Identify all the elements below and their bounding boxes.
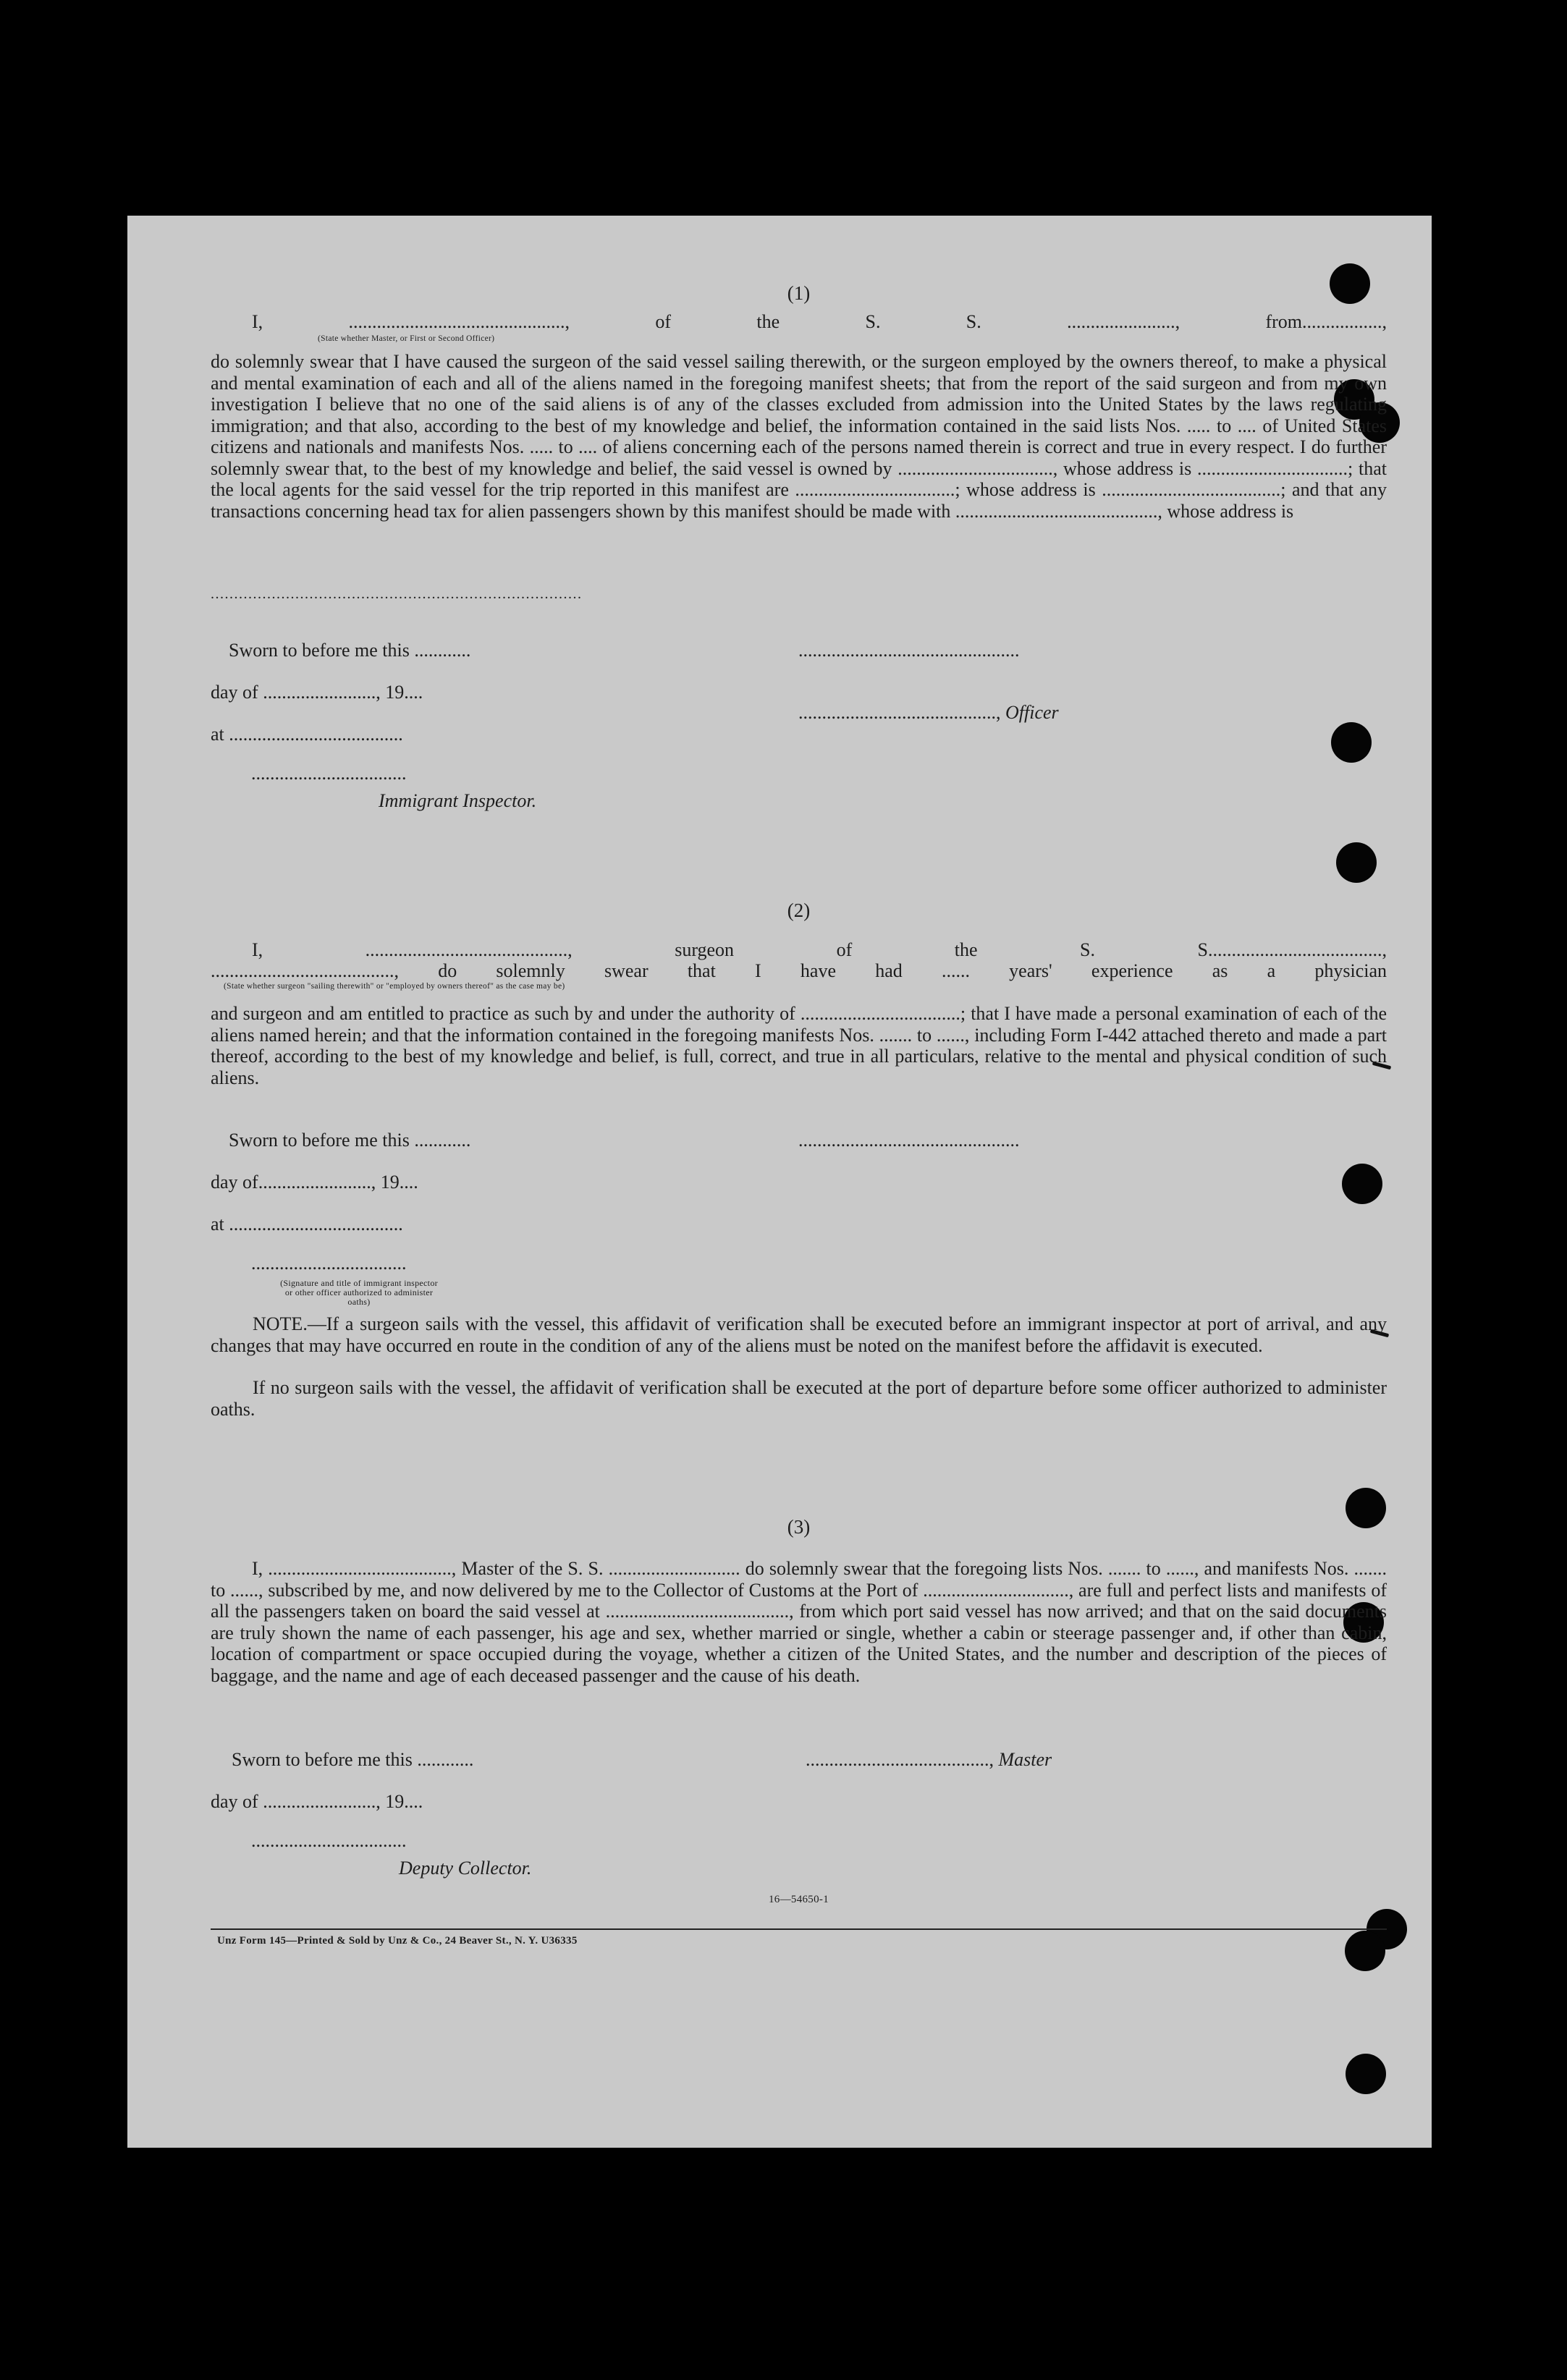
officer-rank-note: (State whether Master, or First or Second Officer) [318,334,495,343]
master-line [806,1749,1052,1771]
form-code: 16—54650-1 [769,1894,829,1905]
section-number: (2) [787,899,811,921]
officer-line [798,702,1059,724]
inspector-signature-line: ................................. [251,763,407,784]
sworn-line: Sworn to before me this ............ [232,1749,474,1770]
surgeon-experience-line: ......................................., do solemnly swear that I have had ...... years' experience as a physician [211,960,1387,981]
signature-title-note: (Signature and title of immigrant inspector or other officer authorized to administer oaths) [280,1278,438,1307]
surgeon-header: I, ..........................................., surgeon of the S. S....................................., [252,939,1387,960]
punch-hole [1345,1931,1385,1971]
section-number: (3) [787,1516,811,1538]
collector-signature-line: ................................. [251,1830,407,1851]
inspector-signature-line: ................................. [251,1253,407,1274]
address-dotted-line: ............................................................................... [211,586,583,602]
punch-hole [1342,1164,1382,1204]
officer-dots: .........................................., [798,702,1005,723]
day-line: day of ........................, 19.... [211,682,423,703]
collector-title: Deputy Collector. [399,1858,532,1879]
form-page [127,216,1432,2148]
note-paragraph: NOTE.—If a surgeon sails with the vessel, this affidavit of verification shall be executed before an immigrant inspector at port of arrival, and any changes that may have occurred en route in the condition of any of the aliens must be noted on the manifest before the affidavit is executed. [211,1313,1387,1356]
officer-signature-line: ............................................... [798,640,1020,661]
surgeon-signature-line: ............................................... [798,1130,1020,1151]
punch-hole [1331,722,1372,763]
note-paragraph: If no surgeon sails with the vessel, the affidavit of verification shall be executed at the port of departure before some officer authorized to administer oaths. [211,1377,1387,1420]
inspector-title: Immigrant Inspector. [379,790,537,811]
day-line: day of........................, 19.... [211,1172,418,1193]
sworn-line: Sworn to before me this ............ [229,640,471,661]
at-line: at ..................................... [211,724,403,745]
surgeon-type-note: (State whether surgeon "sailing therewith" or "employed by owners thereof" as the case may be) [224,982,565,991]
master-dots: ......................................., [806,1749,999,1770]
at-line: at ..................................... [211,1214,403,1235]
sworn-line: Sworn to before me this ............ [229,1130,471,1151]
punch-hole [1346,2054,1386,2094]
officer-header: I, .............................................., of the S. S. ......................., from................., [252,311,1387,332]
section-number: (1) [787,282,811,304]
officer-oath-text: do solemnly swear that I have caused the surgeon of the said vessel sailing therewith, or the surgeon employed by the owners thereof, to make a physical and mental examination of each and all of the aliens named in the foregoing manifest sheets; that from the report of the said surgeon and from my own investigation I believe that no one of the said aliens is of any of the classes excluded from admission into the United States by the laws regulating immigration; and that also, according to the best of my knowledge and belief, the information contained in the said lists Nos. ..... to .... of United States citizens and nationals and manifests Nos. ..... to .... of aliens concerning each of the persons named therein is correct and true in every respect. I do further solemnly swear that, to the best of my knowledge and belief, the said vessel is owned by ................................., whose address is ................................; that the local agents for the said vessel for the trip reported in this manifest are ..................................; whose address is ......................................; and that any transactions concerning head tax for alien passengers shown by this manifest should be made with ..........................................., whose address is [211,351,1387,522]
master-oath-text: I, ......................................., Master of the S. S. ............................ do solemnly swear that the foregoing lists Nos. ....... to ......, and manifests Nos. ....... to ......, subscribed by me, and now delivered by me to the Collector of Customs at the Port of ..............................., are full and perfect lists and manifests of all the passengers taken on board the said vessel at ......................................., from which port said vessel has now arrived; and that on the said documents are truly shown the name of each passenger, his age and sex, whether married or single, whether a cabin or steerage passenger and, if other than cabin, location of compartment or space occupied during the voyage, whether a citizen of the United States, and the number and description of the pieces of baggage, and the name and age of each deceased passenger and the cause of his death. [211,1558,1387,1686]
footer-rule [211,1928,1387,1930]
master-title: Master [998,1749,1052,1770]
punch-hole [1336,842,1377,883]
officer-title: Officer [1005,702,1059,723]
surgeon-oath-text: and surgeon and am entitled to practice as such by and under the authority of ..................................; that I have made a personal examination of each of the aliens named herein; and that the information contained in the foregoing manifests Nos. ....... to ......, including Form I-442 attached thereto and made a part thereof, according to the best of my knowledge and belief, is full, correct, and true in all particulars, relative to the mental and physical condition of such aliens. [211,1003,1387,1088]
printer-footer: Unz Form 145—Printed & Sold by Unz & Co., 24 Beaver St., N. Y. U36335 [217,1935,578,1947]
day-line: day of ........................, 19.... [211,1791,423,1812]
